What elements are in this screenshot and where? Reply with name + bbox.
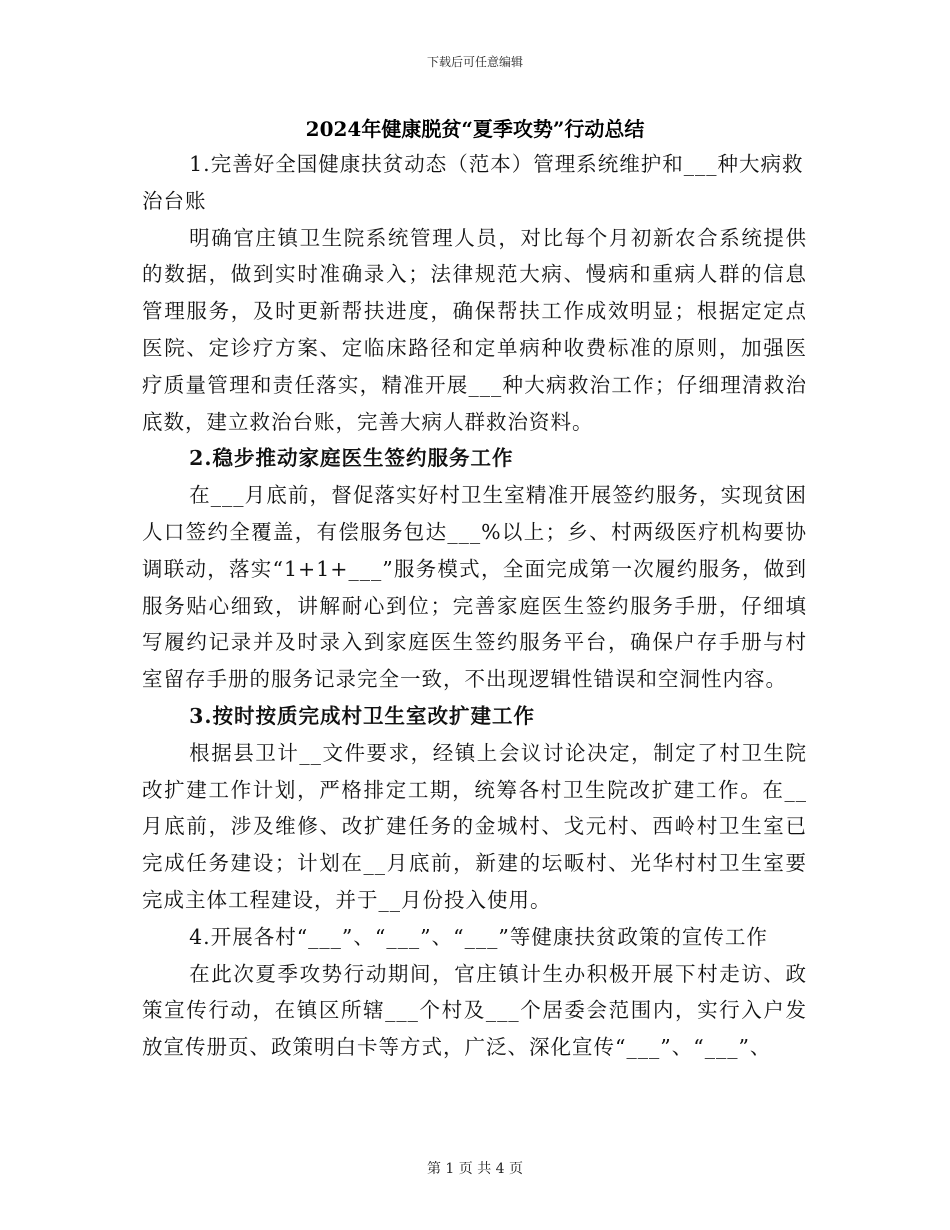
section-3-heading: 3.按时按质完成村卫生室改扩建工作 bbox=[189, 703, 536, 728]
section-1-body: 明确官庄镇卫生院系统管理人员，对比每个月初新农合系统提供的数据，做到实时准确录入；法律规范大病、慢病和重病人群的信息管理服务，及时更新帮扶进度，确保帮扶工作成效明显；根据定定点医院、定诊疗方案、定临床路径和定单病种收费标准的原则，加强医疗质量管理和责任落实，精准开展___种大病救治工作；仔细理清救治底数，建立救治台账，完善大病人群救治资料。 bbox=[142, 225, 807, 434]
section-3-body: 根据县卫计__文件要求，经镇上会议讨论决定，制定了村卫生院改扩建工作计划，严格排定工期，统筹各村卫生院改扩建工作。在__月底前，涉及维修、改扩建任务的金城村、戈元村、西岭村卫生室已完成任务建设；计划在__月底前，新建的坛畈村、光华村村卫生室要完成主体工程建设，并于__月份投入使用。 bbox=[142, 740, 807, 912]
document-body bbox=[142, 146, 807, 1066]
section-2-body: 在___月底前，督促落实好村卫生室精准开展签约服务，实现贫困人口签约全覆盖，有偿服务包达___%以上；乡、村两级医疗机构要协调联动，落实“1+1+___”服务模式，全面完成第一次履约服务，做到服务贴心细致，讲解耐心到位；完善家庭医生签约服务手册，仔细填写履约记录并及时录入到家庭医生签约服务平台，确保户存手册与村室留存手册的服务记录完全一致，不出现逻辑性错误和空洞性内容。 bbox=[142, 483, 807, 692]
page-footer: 第 1 页 共 4 页 bbox=[426, 1161, 524, 1177]
document-title: 2024年健康脱贫“夏季攻势”行动总结 bbox=[305, 117, 645, 141]
section-4-body: 在此次夏季攻势行动期间，官庄镇计生办积极开展下村走访、政策宣传行动，在镇区所辖___个村及___个居委会范围内，实行入户发放宣传册页、政策明白卡等方式，广泛、深化宣传“___”、“___”、 bbox=[142, 961, 807, 1060]
section-2-heading: 2.稳步推动家庭医生签约服务工作 bbox=[189, 446, 514, 471]
header-note: 下载后可任意编辑 bbox=[426, 55, 523, 69]
section-1-heading: 1.完善好全国健康扶贫动态（范本）管理系统维护和___种大病救治台账 bbox=[142, 152, 804, 213]
section-4-heading: 4.开展各村“___”、“___”、“___”等健康扶贫政策的宣传工作 bbox=[189, 924, 768, 949]
